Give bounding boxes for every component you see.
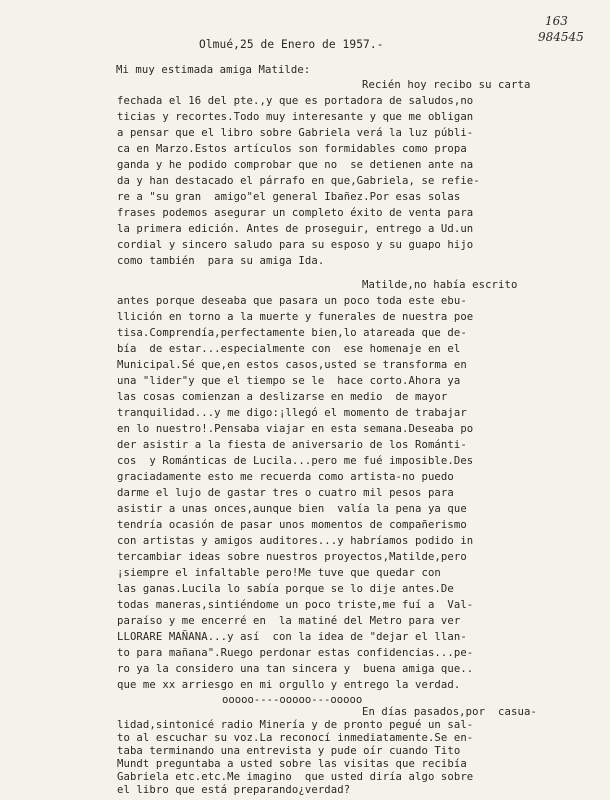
text-line: llición en torno a la muerte y funerales de nuestra poe: [117, 311, 474, 323]
text-line: lidad,sintonicé radio Minería y de pronto pegué un sal-: [117, 719, 474, 731]
text-line: tercambiar ideas sobre nuestros proyectos,Matilde,pero: [117, 551, 467, 563]
text-line: el libro que está preparando¿verdad?: [117, 784, 351, 796]
text-line: En días pasados,por casua-: [362, 706, 537, 718]
text-line: en lo nuestro!.Pensaba viajar en esta semana.Deseaba po: [117, 423, 474, 435]
text-line: LLORARE MAÑANA...y así con la idea de "dejar el llan-: [117, 631, 467, 643]
text-line: ticias y recortes.Todo muy interesante y que me obligan: [117, 111, 474, 123]
dateline: Olmué,25 de Enero de 1957.-: [199, 38, 384, 51]
text-line: to para mañana".Ruego perdonar estas confidencias...pe-: [117, 647, 474, 659]
text-line: asistir a unas onces,aunque bien valía la pena ya que: [117, 503, 467, 515]
text-line: como también para su amiga Ida.: [117, 255, 325, 267]
archive-number-bottom: 984545: [538, 30, 584, 44]
text-line: taba terminando una entrevista y pude oír cuando Tito: [117, 745, 461, 757]
text-line: tendría ocasión de pasar unos momentos de compañerismo: [117, 519, 467, 531]
text-line: antes porque deseaba que pasara un poco toda este ebu-: [117, 295, 467, 307]
text-line: da y han destacado el párrafo en que,Gabriela, se refie-: [117, 175, 480, 187]
text-line: cordial y sincero saludo para su esposo y su guapo hijo: [117, 239, 474, 251]
archive-number-top: 163: [545, 14, 568, 28]
text-line: Gabriela etc.etc.Me imagino que usted diría algo sobre: [117, 771, 474, 783]
text-line: a pensar que el libro sobre Gabriela verá la luz públi-: [117, 127, 474, 139]
text-line: con artistas y amigos auditores...y habríamos podido in: [117, 535, 474, 547]
text-line: frases podemos asegurar un completo éxito de venta para: [117, 207, 474, 219]
text-line: Mundt preguntaba a usted sobre las visitas que recibía: [117, 758, 467, 770]
text-line: fechada el 16 del pte.,y que es portadora de saludos,no: [117, 95, 474, 107]
text-line: Municipal.Sé que,en estos casos,usted se transforma en: [117, 359, 467, 371]
text-line: tranquilidad...y me digo:¡llegó el momento de trabajar: [117, 407, 467, 419]
text-line: to al escuchar su voz.La reconocí inmediatamente.Se en-: [117, 732, 474, 744]
text-line: der asistir a la fiesta de aniversario de los Románti-: [117, 439, 467, 451]
text-line: graciadamente esto me recuerda como artista-no puedo: [117, 471, 454, 483]
text-line: la primera edición. Antes de proseguir, entrego a Ud.un: [117, 223, 474, 235]
text-line: las cosas comienzan a deslizarse en medio de mayor: [117, 391, 448, 403]
text-line: las ganas.Lucila lo sabía porque se lo dije antes.De: [117, 583, 454, 595]
section-separator: ooooo----ooooo---ooooo: [222, 694, 363, 706]
text-line: tisa.Comprendía,perfectamente bien,lo atareada que de-: [117, 327, 467, 339]
text-line: Recién hoy recibo su carta: [362, 79, 531, 91]
text-line: una "lider"y que el tiempo se le hace corto.Ahora ya: [117, 375, 461, 387]
text-line: todas maneras,sintiéndome un poco triste,me fuí a Val-: [117, 599, 474, 611]
salutation: Mi muy estimada amiga Matilde:: [116, 64, 311, 76]
text-line: ro ya la considero una tan sincera y buena amiga que..: [117, 663, 474, 675]
text-line: re a "su gran amigo"el general Ibañez.Por esas solas: [117, 191, 461, 203]
text-line: que me xx arriesgo en mi orgullo y entrego la verdad.: [117, 679, 461, 691]
text-line: Matilde,no había escrito: [362, 279, 518, 291]
text-line: bía de estar...especialmente con ese homenaje en el: [117, 343, 461, 355]
text-line: ganda y he podido comprobar que no se detienen ante na: [117, 159, 474, 171]
text-line: paraíso y me encerré en la matiné del Metro para ver: [117, 615, 461, 627]
text-line: cos y Románticas de Lucila...pero me fué imposible.Des: [117, 455, 474, 467]
text-line: ca en Marzo.Estos artículos son formidables como propa: [117, 143, 467, 155]
text-line: ¡siempre el infaltable pero!Me tuve que quedar con: [117, 567, 441, 579]
text-line: darme el lujo de gastar tres o cuatro mil pesos para: [117, 487, 454, 499]
